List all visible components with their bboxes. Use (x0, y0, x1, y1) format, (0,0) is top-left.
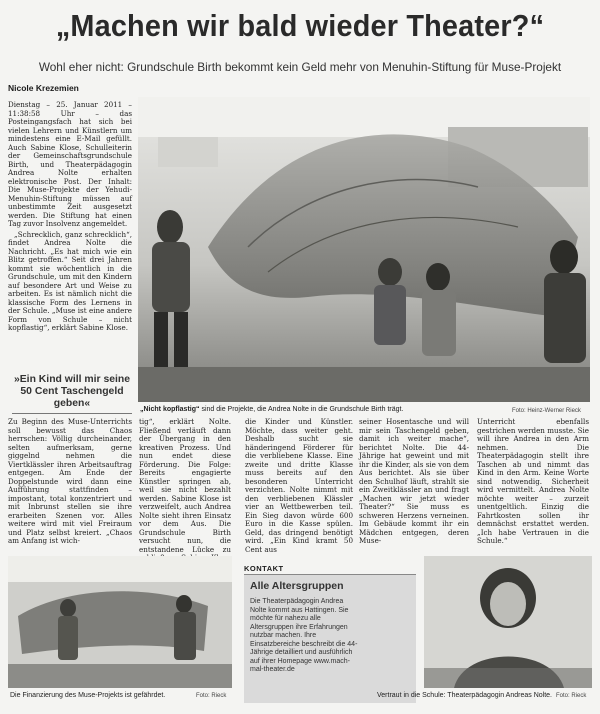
subheadline: Wohl eher nicht: Grundschule Birth bekommt kein Geld mehr von Menuhin-Stiftung für Muse-Projekt (38, 60, 562, 74)
info-box-title: Alle Altersgruppen (250, 580, 344, 592)
paragraph: Dienstag – 25. Januar 2011 – 11:38:58 Uhr – das Posteingangsfach hat sich bei vielen Lehrern und Künstlern um mindestens eine E-Mail gefüllt. Auch Sabine Klose, Schulleiterin der Gemeinschaftsgrundschule Birth, und Theaterpädagogin Andrea Nolte erhalten elektronische Post. Der Inhalt: Die Muse-Projekte der Yehudi-Menuhin-Stiftung müssen auf unbestimmte Zeit ausgesetzt werden. Die Stiftung hat einen Tag zuvor Insolvenz angemeldet. (8, 100, 132, 228)
portrait-photo (424, 556, 592, 688)
paragraph: „Schrecklich, ganz schrecklich“, findet Andrea Nolte die Nachricht. „Es hat mich wie ein Blitz getroffen.“ Seit drei Jahren kommt sie wöchentlich in die Grundschule, um mit den Kindern auf besondere Art und Weise zu arbeiten. Es ist nämlich nicht die klassische Form des Lernens in der Schule. „Muse ist eine andere Form von Schule – nicht kopflastig“, erklärt Sabine Klose. (8, 229, 132, 332)
pull-quote: »Ein Kind will mir seine 50 Cent Taschengeld geben« (12, 374, 132, 414)
column-3-text (245, 418, 353, 556)
kontakt-label: KONTAKT (244, 564, 284, 573)
info-box-text: Die Theaterpädagogin Andrea Nolte kommt aus Hattingen. Sie möchte für nahezu alle Altersgruppen ihre Erfahrungen nutzbar machen. Ihre Einsatzbereiche beschreibt die 44-Jährige detailliert und ausführlich auf ihrer Homepage www.mach-mal-theater.de (250, 598, 358, 673)
contact-info-box (244, 574, 416, 703)
headline: „Machen wir bald wieder Theater?“ (55, 8, 545, 43)
bottom-right-photo (424, 556, 592, 688)
caption-bold: „Nicht kopflastig“ (140, 406, 200, 413)
paragraph: tig“, erklärt Nolte. Fließend verläuft dann der Übergang in den kreativen Prozess. Und nun endet diese Förderung. Die Folge: Bereits engagierte Künstler springen ab, weil sie nicht bezahlt werden. Sabine Klose ist verzweifelt, auch Andrea Nolte sieht ihren Einsatz vor dem Aus. Die Grundschule Birth versucht nun, die entstandene Lücke zu (139, 417, 231, 554)
column-1-text (8, 101, 132, 335)
paragraph: Zu Beginn des Muse-Unterrichts soll bewusst das Chaos herrschen: Völlig durcheinander, selten aufmerksam, gerne giggelnd nehmen die Viertklässler ihren Arbeitsauftrag entgegen. Am Ende der Doppelstunde wird dann eine Aufführung stattfinden – impostant, total konzentriert und mit Inbrunst stellen sie ihre erarbeiten Szenen vor. Alles weitere wird mit viel Freiraum und Platz selbst kreiert. „Chaos am Anfang ist wich- (8, 417, 132, 545)
bottom-left-credit: Foto: Rieck (196, 693, 227, 699)
bottom-left-photo (8, 556, 232, 688)
main-photo-caption (140, 406, 500, 413)
author: Nicole Krezemien (8, 83, 79, 93)
main-photo (138, 97, 590, 402)
column-5-text (477, 418, 589, 548)
paragraph: seiner Hosentasche und will mir sein Taschengeld geben, damit ich weiter mache“, berichtet Nolte. Die 44-Jährige hat geweint und mit ihr die Kinder, als sie von dem Aus berichtet. Als sie über den Schulhof läuft, strahlt sie ein Zweitklässler an und fragt „Machen wir jetzt wieder Theater?“ Sie muss es schweren Herzens verneinen. Im Gebäude kommt ihr ein Mädchen entgegen, deren Muse- (359, 417, 469, 545)
caption-text: sind die Projekte, die Andrea Nolte in die Grundschule Birth trägt. (199, 406, 404, 413)
children-with-fabric-photo (138, 97, 590, 402)
paragraph: die Kinder und Künstler. Möchte, dass weiter geht. Deshalb sucht sie händeringend Förderer für die verbliebene Klasse. Eine zweite und dritte Klasse muss bereits auf den besonderen Unterricht verzichten. Nolte nimmt mit den verbliebenen Klässler vier an Wettbewerben teil. Ein Sieg davon würde 600 Euro in die Kasse spülen. Geld, das dringend benötigt wird. „Ein Kind kramt 50 Cent aus (245, 417, 353, 554)
bottom-right-caption: Vertraut in die Schule: Theaterpädagogin Andreas Nolte. (377, 692, 552, 699)
column-4-text (359, 418, 469, 548)
main-photo-credit: Foto: Heinz-Werner Rieck (512, 408, 581, 414)
classroom-photo (8, 556, 232, 688)
bottom-left-caption: Die Finanzierung des Muse-Projekts ist gefährdet. (10, 692, 166, 699)
column-1-continuation (8, 418, 132, 548)
paragraph: Unterricht ebenfalls gestrichen werden musste. Sie will ihre Andrea in den Arm nehmen. Die Theaterpädagogin stellt ihre Taschen ab und nimmt das Kind in den Arm. Keine Worte sind notwendig. Sicherheit wird vermittelt. Andrea Nolte möchte weiter – zurzeit unentgeltlich. Einzig die Fahrtkosten sollen ihr demnächst erstattet werden. „Ich habe Vertrauen in die Schule.“ (477, 417, 589, 545)
column-2-text (139, 418, 231, 573)
bottom-right-credit: Foto: Rieck (556, 693, 587, 699)
